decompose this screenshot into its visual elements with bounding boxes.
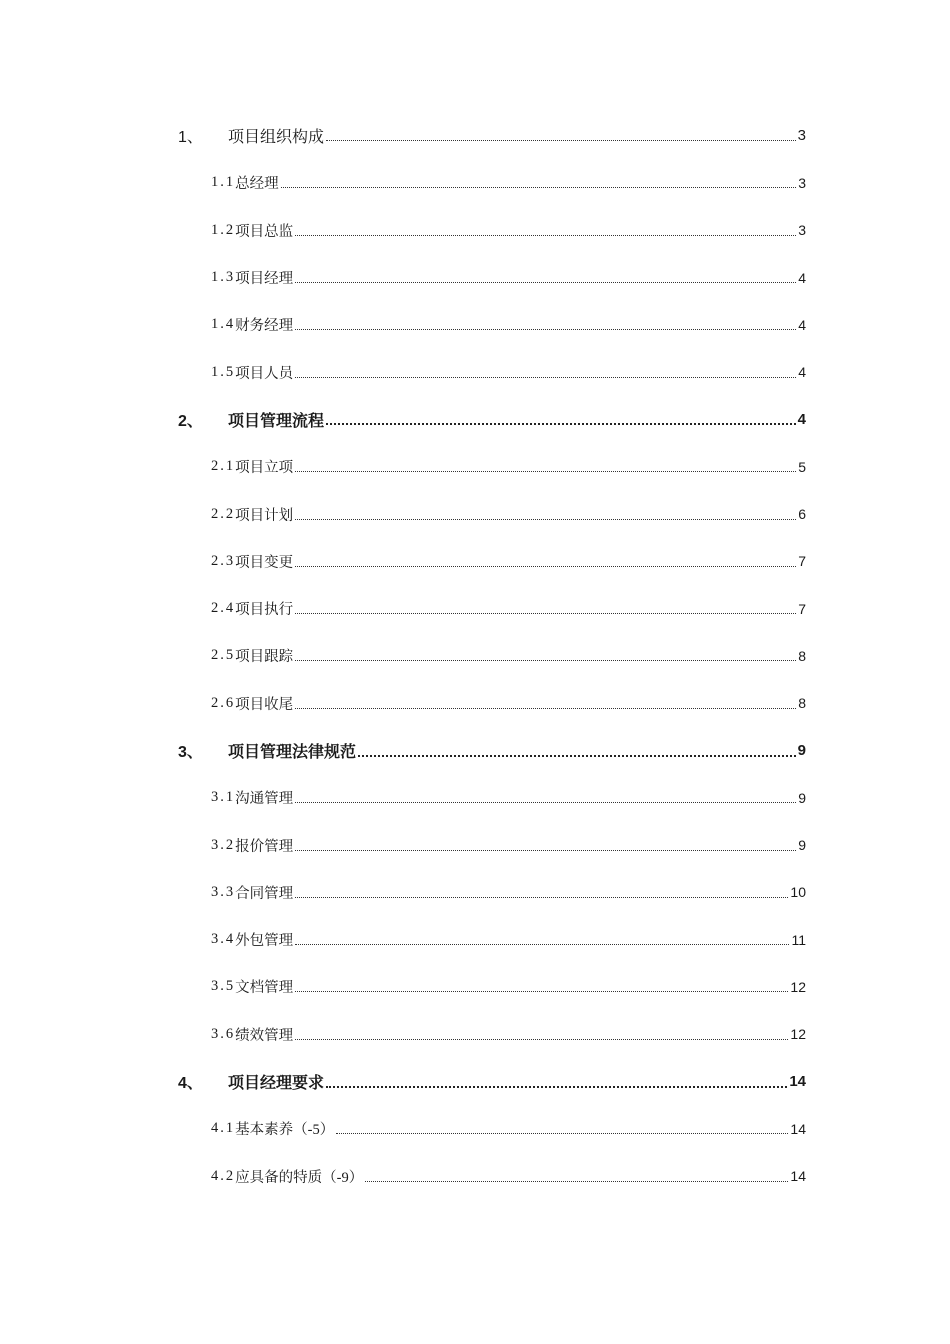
toc-entry-title: 项目组织构成 xyxy=(228,129,325,147)
toc-dot-leader xyxy=(295,1039,788,1040)
toc-entry-page-number: 11 xyxy=(791,931,806,948)
toc-entry-number: 3.6 xyxy=(211,1025,236,1042)
toc-entry-page-number: 14 xyxy=(789,1073,806,1091)
toc-section-entry[interactable] xyxy=(0,207,950,254)
toc-entry-title: 项目执行 xyxy=(235,602,294,619)
toc-entry-title: 项目总监 xyxy=(235,223,294,240)
toc-entry-number: 1.5 xyxy=(211,363,236,380)
toc-entry-number: 2.4 xyxy=(211,600,236,617)
toc-dot-leader xyxy=(295,377,796,378)
toc-entry-title: 项目经理要求 xyxy=(228,1075,325,1093)
toc-entry-title: 项目管理流程 xyxy=(228,412,325,430)
toc-section-entry[interactable] xyxy=(0,348,950,395)
toc-entry-number: 3、 xyxy=(178,744,203,761)
toc-chapter-entry[interactable] xyxy=(0,1058,950,1105)
toc-entry-number: 2.2 xyxy=(211,505,236,522)
toc-section-entry[interactable] xyxy=(0,538,950,585)
toc-entry-title: 项目变更 xyxy=(235,554,294,571)
toc-dot-leader xyxy=(295,282,796,283)
toc-entry-number: 3.2 xyxy=(211,836,236,853)
toc-section-entry[interactable] xyxy=(0,680,950,727)
toc-entry-number: 2.5 xyxy=(211,647,236,664)
toc-section-entry[interactable] xyxy=(0,632,950,679)
toc-entry-page-number: 8 xyxy=(798,647,806,664)
toc-chapter-entry[interactable] xyxy=(0,396,950,443)
toc-entry-title: 项目跟踪 xyxy=(235,649,294,666)
toc-entry-page-number: 14 xyxy=(790,1168,806,1185)
toc-dot-leader xyxy=(326,423,796,425)
toc-entry-number: 1、 xyxy=(178,129,203,147)
toc-entry-number: 2.1 xyxy=(211,458,236,475)
toc-entry-page-number: 12 xyxy=(790,978,806,995)
toc-section-entry[interactable] xyxy=(0,916,950,963)
toc-entry-page-number: 9 xyxy=(798,789,806,806)
toc-entry-number: 3.3 xyxy=(211,883,236,900)
toc-entry-title: 沟通管理 xyxy=(235,791,294,808)
toc-dot-leader xyxy=(295,613,796,614)
toc-section-entry[interactable] xyxy=(0,585,950,632)
toc-entry-number: 1.1 xyxy=(211,174,236,191)
toc-entry-page-number: 12 xyxy=(790,1026,806,1043)
toc-section-entry[interactable] xyxy=(0,963,950,1010)
toc-section-entry[interactable] xyxy=(0,301,950,348)
toc-dot-leader xyxy=(295,944,789,945)
toc-section-entry[interactable] xyxy=(0,1011,950,1058)
toc-entry-number: 3.4 xyxy=(211,931,236,948)
toc-entry-page-number: 4 xyxy=(798,364,806,381)
toc-dot-leader xyxy=(295,329,796,330)
toc-entry-number: 2.6 xyxy=(211,694,236,711)
toc-entry-title: 绩效管理 xyxy=(235,1027,294,1044)
toc-chapter-entry[interactable] xyxy=(0,727,950,774)
toc-entry-title: 项目计划 xyxy=(235,507,294,524)
toc-section-entry[interactable] xyxy=(0,774,950,821)
table-of-contents xyxy=(0,112,950,1200)
toc-entry-number: 4.1 xyxy=(211,1120,236,1137)
toc-dot-leader xyxy=(326,140,796,141)
toc-entry-title: 项目人员 xyxy=(235,365,294,382)
toc-entry-title: 项目收尾 xyxy=(235,696,294,713)
toc-dot-leader xyxy=(295,660,796,661)
toc-entry-page-number: 3 xyxy=(797,127,806,145)
toc-section-entry[interactable] xyxy=(0,869,950,916)
toc-entry-page-number: 4 xyxy=(797,410,806,428)
toc-section-entry[interactable] xyxy=(0,254,950,301)
toc-entry-title: 基本素养（-5） xyxy=(235,1122,335,1139)
toc-entry-title: 总经理 xyxy=(235,176,279,193)
toc-chapter-entry[interactable] xyxy=(0,112,950,159)
toc-entry-title: 财务经理 xyxy=(235,318,294,335)
toc-section-entry[interactable] xyxy=(0,490,950,537)
toc-section-entry[interactable] xyxy=(0,159,950,206)
toc-dot-leader xyxy=(326,1086,787,1088)
toc-entry-title: 项目经理 xyxy=(235,271,294,288)
toc-entry-number: 1.2 xyxy=(211,221,236,238)
toc-entry-page-number: 9 xyxy=(798,837,806,854)
toc-dot-leader xyxy=(295,566,796,567)
toc-section-entry[interactable] xyxy=(0,1105,950,1152)
toc-dot-leader xyxy=(365,1181,788,1182)
toc-entry-number: 2、 xyxy=(178,412,203,430)
toc-entry-number: 3.1 xyxy=(211,789,236,806)
toc-section-entry[interactable] xyxy=(0,443,950,490)
toc-entry-title: 外包管理 xyxy=(235,933,294,950)
toc-entry-number: 4、 xyxy=(178,1075,203,1093)
toc-dot-leader xyxy=(295,519,796,520)
toc-dot-leader xyxy=(295,802,796,803)
toc-entry-title: 合同管理 xyxy=(235,885,294,902)
toc-entry-number: 1.4 xyxy=(211,316,236,333)
toc-dot-leader xyxy=(295,991,788,992)
toc-dot-leader xyxy=(281,187,797,188)
toc-dot-leader xyxy=(295,897,788,898)
toc-entry-title: 报价管理 xyxy=(235,838,294,855)
toc-dot-leader xyxy=(295,235,796,236)
toc-entry-title: 应具备的特质（-9） xyxy=(235,1169,364,1186)
toc-entry-page-number: 4 xyxy=(798,316,806,333)
toc-dot-leader xyxy=(336,1133,788,1134)
toc-dot-leader xyxy=(295,850,796,851)
toc-entry-page-number: 8 xyxy=(798,695,806,712)
toc-entry-page-number: 3 xyxy=(798,174,806,191)
toc-entry-number: 1.3 xyxy=(211,269,236,286)
toc-dot-leader xyxy=(358,755,796,757)
toc-entry-page-number: 3 xyxy=(798,222,806,239)
toc-entry-page-number: 7 xyxy=(798,600,806,617)
toc-entry-page-number: 5 xyxy=(798,458,806,475)
toc-dot-leader xyxy=(295,708,796,709)
toc-section-entry[interactable] xyxy=(0,821,950,868)
toc-entry-title: 项目管理法律规范 xyxy=(228,744,357,761)
toc-entry-page-number: 4 xyxy=(798,269,806,286)
toc-entry-page-number: 6 xyxy=(798,506,806,523)
toc-dot-leader xyxy=(295,471,796,472)
toc-entry-title: 文档管理 xyxy=(235,980,294,997)
toc-entry-page-number: 10 xyxy=(790,884,806,901)
toc-entry-number: 2.3 xyxy=(211,552,236,569)
toc-entry-title: 项目立项 xyxy=(235,460,294,477)
toc-entry-page-number: 14 xyxy=(790,1120,806,1137)
toc-section-entry[interactable] xyxy=(0,1153,950,1200)
toc-entry-number: 3.5 xyxy=(211,978,236,995)
toc-entry-page-number: 7 xyxy=(798,553,806,570)
toc-entry-number: 4.2 xyxy=(211,1167,236,1184)
toc-entry-page-number: 9 xyxy=(797,742,806,759)
